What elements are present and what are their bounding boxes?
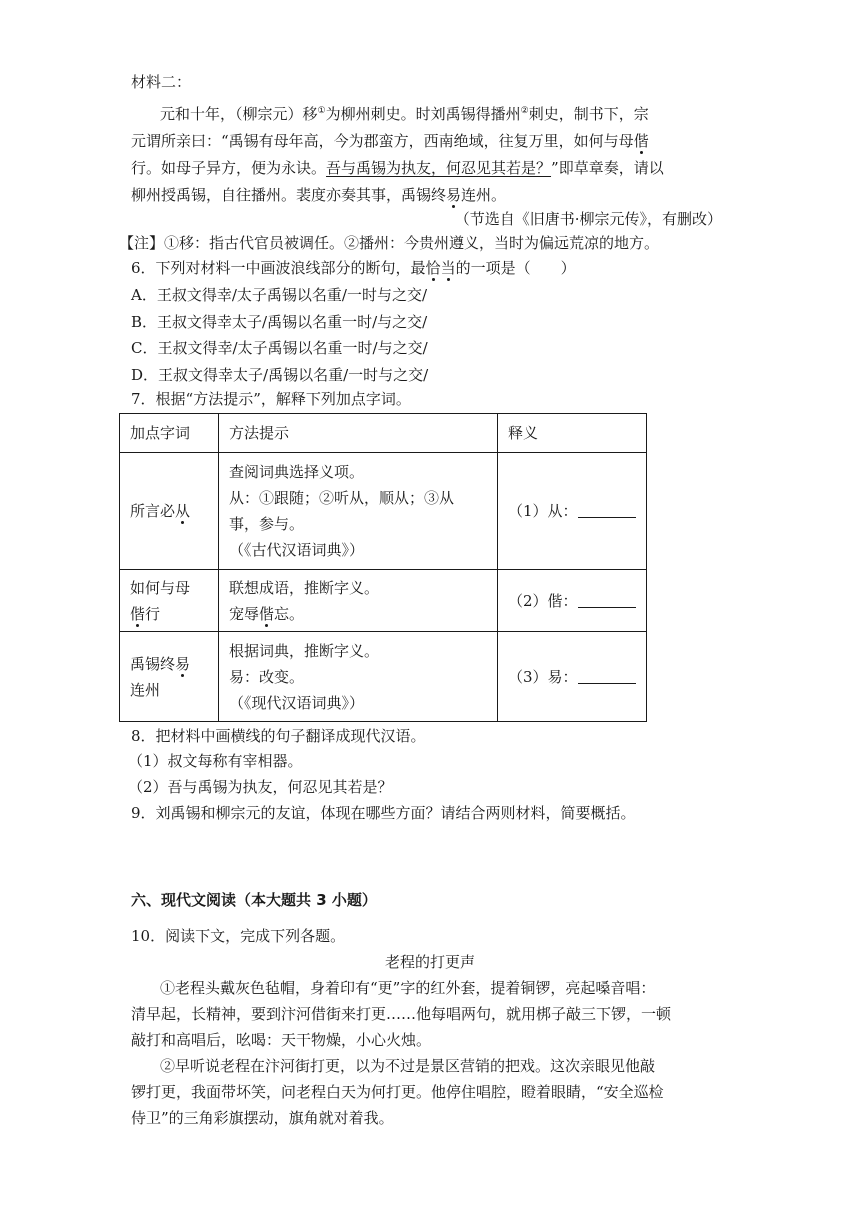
question-8-sentence-2: （2）吾与禹锡为执友，何忍见其若是？ — [128, 778, 393, 796]
answer-blank[interactable] — [578, 667, 636, 684]
vocabulary-table — [119, 413, 647, 722]
question-8-sentence-1: （1）叔文每称有宰相器。 — [128, 752, 303, 770]
question-6-stem: 6．下列对材料一中画波浪线部分的断句，最恰当的一项是（ ） — [131, 259, 576, 277]
article-title: 老程的打更声 — [384, 953, 475, 971]
article-paragraph-line: 敲打和高唱后，吆喝：天干物燥，小心火烛。 — [131, 1031, 432, 1049]
underlined-sentence: 吾与禹锡为执友，何忍见其若是？ — [326, 159, 552, 177]
table-row — [120, 632, 647, 722]
table-cell-answer: （3）易： — [498, 632, 647, 722]
material2-line-3: 行。如母子异方，便为永诀。吾与禹锡为执友，何忍见其若是？”即草章奏，请以 — [131, 159, 664, 177]
annotation-note: 【注】①移：指古代官员被调任。②播州：今贵州遵义，当时为偏远荒凉的地方。 — [119, 234, 660, 252]
dotted-char: 易 — [446, 186, 462, 204]
answer-blank[interactable] — [578, 591, 636, 608]
table-header: 方法提示 — [219, 414, 498, 453]
table-cell-hint: 查阅词典选择义项。 从：①跟随；②听从，顺从；③从 事，参与。 （《古代汉语词典》） — [219, 453, 498, 570]
material2-line-2: 元谓所亲曰：“禹锡有母年高，今为郡蛮方，西南绝域，往复万里，如何与母偕 — [131, 132, 649, 150]
material2-line-1: 元和十年，（柳宗元）移①为柳州刺史。时刘禹锡得播州②刺史，制书下，宗 — [160, 105, 649, 123]
question-7-stem: 7．根据“方法提示”，解释下列加点字词。 — [131, 390, 411, 408]
table-cell-hint: 联想成语，推断字义。 宠辱偕忘。 — [219, 570, 498, 632]
footnote-marker-1: ① — [317, 106, 326, 116]
table-header: 加点字词 — [120, 414, 219, 453]
table-cell-hint: 根据词典，推断字义。 易：改变。 （《现代汉语词典》） — [219, 632, 498, 722]
article-paragraph-line: 清早起，长精神，要到汴河借街来打更……他每唱两句，就用梆子敲三下锣，一顿 — [131, 1005, 672, 1023]
table-cell-answer: （1）从： — [498, 453, 647, 570]
table-cell-word: 禹锡终易 连州 — [120, 632, 219, 722]
option-a: A．王叔文得幸/太子禹锡以名重/一时与之交/ — [131, 286, 427, 304]
table-cell-answer: （2）偕： — [498, 570, 647, 632]
question-8-stem: 8．把材料中画横线的句子翻译成现代汉语。 — [131, 727, 426, 745]
article-paragraph-line: 锣打更，我面带坏笑，问老程白天为何打更。他停住唱腔，瞪着眼睛，“安全巡检 — [131, 1083, 664, 1101]
material2-heading: 材料二： — [131, 73, 192, 91]
question-9-stem: 9．刘禹锡和柳宗元的友谊，体现在哪些方面？请结合两则材料，简要概括。 — [131, 804, 636, 822]
article-paragraph-line: 侍卫”的三角彩旗摆动，旗角就对着我。 — [131, 1109, 394, 1127]
table-row — [120, 570, 647, 632]
option-b: B．王叔文得幸太子/禹锡以名重一时/与之交/ — [131, 313, 428, 331]
option-c: C．王叔文得幸/太子禹锡以名重一时/与之交/ — [131, 339, 428, 357]
source-citation: （节选自《旧唐书·柳宗元传》，有删改） — [454, 210, 722, 228]
option-d: D．王叔文得幸太子/禹锡以名重/一时与之交/ — [131, 366, 429, 384]
article-paragraph-line: ②早听说老程在汴河街打更，以为不过是景区营销的把戏。这次亲眼见他敲 — [160, 1057, 656, 1075]
table-cell-word: 所言必从 — [120, 453, 219, 570]
table-cell-word: 如何与母 偕行 — [120, 570, 219, 632]
table-row — [120, 453, 647, 570]
dotted-char: 偕 — [633, 132, 649, 150]
footnote-marker-2: ② — [520, 106, 529, 116]
table-header-row — [120, 414, 647, 453]
section-title: 六、现代文阅读（本大题共 3 小题） — [131, 891, 377, 909]
question-10-stem: 10．阅读下文，完成下列各题。 — [131, 927, 346, 945]
article-paragraph-line: ①老程头戴灰色毡帽，身着印有“更”字的红外套，提着铜锣，亮起嗓音唱： — [160, 979, 656, 997]
table-header: 释义 — [498, 414, 647, 453]
answer-blank[interactable] — [578, 501, 636, 518]
material2-line-4: 柳州授禹锡，自往播州。裴度亦奏其事，禹锡终易连州。 — [131, 186, 507, 204]
